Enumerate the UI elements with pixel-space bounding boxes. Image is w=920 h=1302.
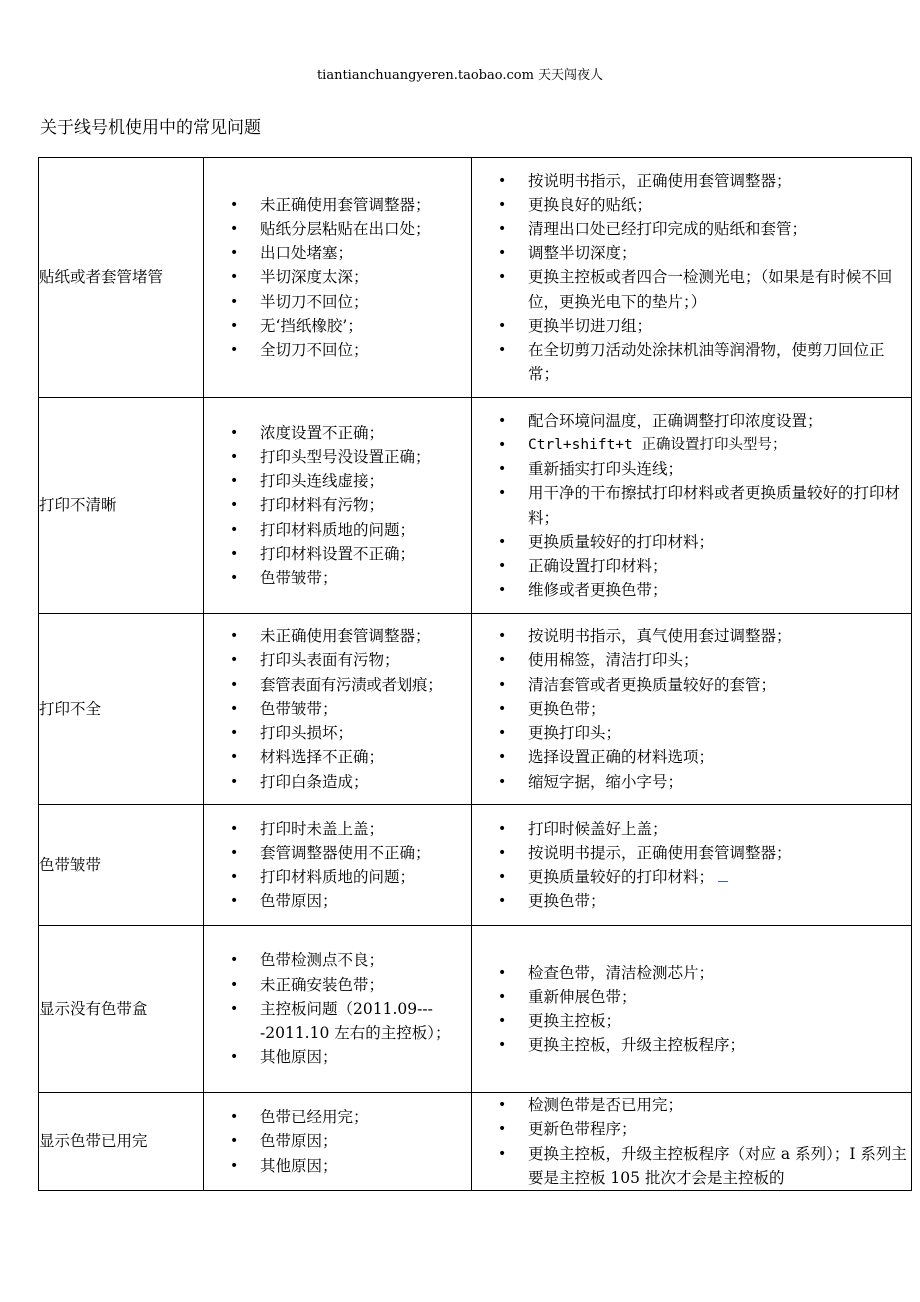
solution-item: • 重新插实打印头连线； [528, 457, 909, 481]
causes-cell [204, 158, 472, 398]
page-header: tiantianchuangyeren.taobao.com 天天闯夜人 [316, 68, 604, 83]
solution-item: • 更换良好的贴纸； [528, 193, 909, 217]
solution-item: • 在全切剪刀活动处涂抹机油等润滑物，使剪刀回位正常； [528, 338, 909, 386]
cause-item: • 全切刀不回位； [260, 338, 469, 362]
cause-item: • 色带原因； [260, 889, 469, 913]
cause-item: • 套管表面有污渍或者划痕； [260, 673, 469, 697]
solution-item: • 更换主控板或者四合一检测光电；（如果是有时候不回位，更换光电下的垫片；） [528, 265, 909, 313]
problem-cell: 打印不清晰 [39, 398, 204, 614]
causes-cell [204, 1093, 472, 1191]
problem-cell: 贴纸或者套管堵管 [39, 158, 204, 398]
solution-item: • 配合环境问温度，正确调整打印浓度设置； [528, 409, 909, 433]
problem-cell: 显示色带已用完 [39, 1093, 204, 1191]
cause-item: • 打印时未盖上盖； [260, 817, 469, 841]
cause-item: • 半切深度太深； [260, 265, 469, 289]
solution-item: • 调整半切深度； [528, 241, 909, 265]
cause-item: • 出口处堵塞； [260, 241, 469, 265]
solution-item: • 按说明书指示，正确使用套管调整器； [528, 169, 909, 193]
cause-item: • 未正确使用套管调整器； [260, 193, 469, 217]
solution-item: • 用干净的干布擦拭打印材料或者更换质量较好的打印材料； [528, 481, 909, 529]
faq-table [38, 157, 912, 1191]
cause-item: • 浓度设置不正确； [260, 421, 469, 445]
cause-item: • 色带皱带； [260, 697, 469, 721]
solution-item: • 更换主控板，升级主控板程序（对应 a 系列）；I 系列主要是主控板 105 批次才会是主控板的 [528, 1142, 909, 1190]
solutions-cell [472, 926, 912, 1093]
table-row [39, 805, 912, 926]
solution-item: • 维修或者更换色带； [528, 578, 909, 602]
document-title: 关于线号机使用中的常见问题 [40, 118, 261, 138]
cause-item: • 打印头表面有污物； [260, 648, 469, 672]
table-row [39, 398, 912, 614]
underline-mark [718, 867, 728, 882]
solutions-cell [472, 805, 912, 926]
solution-text: 打印时候盖好上盖； [528, 819, 668, 838]
cause-item: • 打印材料设置不正确； [260, 542, 469, 566]
solution-item: • 更换半切进刀组； [528, 314, 909, 338]
cause-item: • 其他原因； [260, 1045, 469, 1069]
table-row [39, 614, 912, 805]
solution-item: • 清理出口处已经打印完成的贴纸和套管； [528, 217, 909, 241]
cause-item: • 打印头连线虚接； [260, 469, 469, 493]
cause-item: • 打印头损坏； [260, 721, 469, 745]
solution-item: • 更新色带程序； [528, 1117, 909, 1141]
table-row [39, 926, 912, 1093]
cause-item: • 色带皱带； [260, 566, 469, 590]
solution-item: • 更换主控板，升级主控板程序； [528, 1033, 909, 1057]
cause-item: • 色带原因； [260, 1129, 469, 1153]
cause-item: • 其他原因； [260, 1154, 469, 1178]
cause-item: • 无‘挡纸橡胶’； [260, 314, 469, 338]
solution-item: • 使用棉签，清洁打印头； [528, 648, 909, 672]
solution-item [528, 865, 909, 889]
solution-item: • 更换主控板； [528, 1009, 909, 1033]
cause-item: • 未正确使用套管调整器； [260, 624, 469, 648]
cause-item: • 套管调整器使用不正确； [260, 841, 469, 865]
table-row [39, 158, 912, 398]
cause-item: • 打印头型号没设置正确； [260, 445, 469, 469]
cause-item: • 半切刀不回位； [260, 290, 469, 314]
cause-item: • 贴纸分层粘贴在出口处； [260, 217, 469, 241]
solutions-cell [472, 398, 912, 614]
problem-cell: 打印不全 [39, 614, 204, 805]
table-row [39, 1093, 912, 1191]
solution-item: • 按说明书指示，真气使用套过调整器； [528, 624, 909, 648]
cause-item: • 材料选择不正确； [260, 745, 469, 769]
causes-cell [204, 398, 472, 614]
solution-item: • 检测色带是否已用完； [528, 1093, 909, 1117]
cause-item: • 主控板问题（2011.09----2011.10 左右的主控板）； [260, 997, 469, 1045]
cause-item: • 打印材料有污物； [260, 493, 469, 517]
cause-item: • 色带已经用完； [260, 1105, 469, 1129]
solution-item: • 正确设置打印材料； [528, 554, 909, 578]
causes-cell [204, 805, 472, 926]
cause-item: • 色带检测点不良； [260, 948, 469, 972]
solution-item: • 检查色带，清洁检测芯片； [528, 961, 909, 985]
solutions-cell [472, 158, 912, 398]
solution-item: • 选择设置正确的材料选项； [528, 745, 909, 769]
solution-item: • 更换色带； [528, 889, 909, 913]
solutions-cell [472, 1093, 912, 1191]
solution-item: • 更换打印头； [528, 721, 909, 745]
solution-item: • Ctrl+shift+t 正确设置打印头型号； [528, 433, 909, 457]
solution-item: • 按说明书提示，正确使用套管调整器； [528, 841, 909, 865]
solution-item: • 重新伸展色带； [528, 985, 909, 1009]
cause-item: • 未正确安装色带； [260, 973, 469, 997]
problem-cell: 色带皱带 [39, 805, 204, 926]
solution-item: • 更换色带； [528, 697, 909, 721]
cause-item: • 打印材料质地的问题； [260, 865, 469, 889]
solution-item [528, 817, 909, 841]
problem-cell: 显示没有色带盒 [39, 926, 204, 1093]
solution-item: • 缩短字据，缩小字号； [528, 770, 909, 794]
solutions-cell [472, 614, 912, 805]
causes-cell [204, 614, 472, 805]
cause-item: • 打印材料质地的问题； [260, 518, 469, 542]
solution-item: • 清洁套管或者更换质量较好的套管； [528, 673, 909, 697]
solution-text: 更换质量较好的打印材料； [528, 868, 715, 886]
causes-cell [204, 926, 472, 1093]
cause-item: • 打印白条造成； [260, 770, 469, 794]
solution-item: • 更换质量较好的打印材料； [528, 530, 909, 554]
